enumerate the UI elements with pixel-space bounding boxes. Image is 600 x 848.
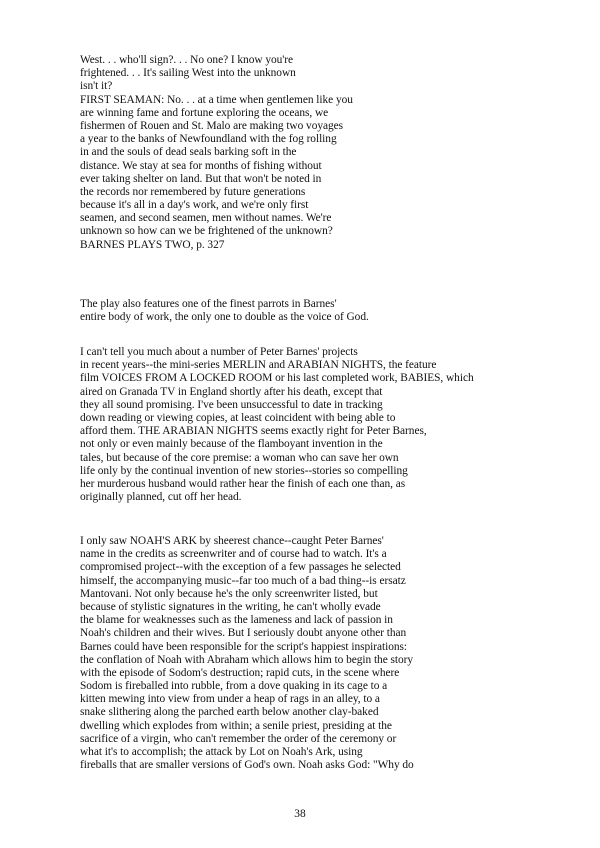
paragraph-recent-projects xyxy=(80,346,580,504)
text-line: with the episode of Sodom's destruction; rapid cuts, in the scene where xyxy=(80,666,400,679)
text-line: tales, but because of the core premise: a woman who can save her own xyxy=(80,451,399,464)
paragraph-noahs-ark xyxy=(80,535,580,772)
text-line: are winning fame and fortune exploring the oceans, we xyxy=(80,106,329,119)
text-line: unknown so how can we be frightened of the unknown? xyxy=(80,225,333,238)
text-line: the blame for weaknesses such as the lameness and lack of passion in xyxy=(80,614,393,627)
text-line: her murderous husband would rather hear the finish of each one than, as xyxy=(80,477,406,490)
text-line: the conflation of Noah with Abraham which allows him to begin the story xyxy=(80,653,414,666)
text-line: because of stylistic signatures in the writing, he can't wholly evade xyxy=(80,600,381,613)
text-line: down reading or viewing copies, at least coincident with being able to xyxy=(80,411,396,424)
text-line: West. . . who'll sign?. . . No one? I know you're xyxy=(80,54,294,66)
text-line: in recent years--the mini-series MERLIN and ARABIAN NIGHTS, the feature xyxy=(80,359,437,372)
text-line: ever taking shelter on land. But that won't be noted in xyxy=(80,172,322,185)
text-line: I can't tell you much about a number of Peter Barnes' projects xyxy=(80,346,358,358)
text-line: not only or even mainly because of the flamboyant invention in the xyxy=(80,438,383,451)
text-line: FIRST SEAMAN: No. . . at a time when gentlemen like you xyxy=(80,93,353,106)
text-line: originally planned, cut off her head. xyxy=(80,491,242,504)
text-line: compromised project--with the exception of a few passages he selected xyxy=(80,561,401,574)
play-excerpt-quote xyxy=(80,54,580,252)
text-line: I only saw NOAH'S ARK by sheerest chance--caught Peter Barnes' xyxy=(80,535,384,547)
text-line: snake slithering along the parched earth below another clay-baked xyxy=(80,706,379,719)
text-line: seamen, and second seamen, men without names. We're xyxy=(80,212,332,225)
text-line: himself, the accompanying music--far too much of a bad thing--is ersatz xyxy=(80,574,406,587)
text-line: kitten mewing into view from under a heap of rags in an alley, to a xyxy=(80,693,380,706)
text-line: aired on Granada TV in England shortly after his death, except that xyxy=(80,385,383,398)
text-line: Mantovani. Not only because he's the only screenwriter listed, but xyxy=(80,587,378,600)
text-line: name in the credits as screenwriter and of course had to watch. It's a xyxy=(80,548,387,561)
text-line: dwelling which explodes from within; a senile priest, presiding at the xyxy=(80,719,392,732)
text-line: a year to the banks of Newfoundland with the fog rolling xyxy=(80,133,337,146)
text-line: The play also features one of the finest parrots in Barnes' xyxy=(80,298,337,310)
text-line: Sodom is fireballed into rubble, from a dove quaking in its cage to a xyxy=(80,680,388,693)
text-line: fishermen of Rouen and St. Malo are making two voyages xyxy=(80,119,344,132)
text-line: the records nor remembered by future generations xyxy=(80,185,306,198)
text-line: fireballs that are smaller versions of God's own. Noah asks God: "Why do xyxy=(80,759,414,772)
text-line: isn't it? xyxy=(80,80,113,93)
text-line: life only by the continual invention of new stories--stories so compelling xyxy=(80,464,408,477)
text-line: in and the souls of dead seals barking soft in the xyxy=(80,146,297,159)
text-line: they all sound promising. I've been unsuccessful to date in tracking xyxy=(80,398,383,411)
text-line: Noah's children and their wives. But I seriously doubt anyone other than xyxy=(80,627,407,640)
paragraph-parrots xyxy=(80,298,580,324)
text-line: BARNES PLAYS TWO, p. 327 xyxy=(80,238,225,251)
text-line: frightened. . . It's sailing West into the unknown xyxy=(80,67,296,80)
text-line: film VOICES FROM A LOCKED ROOM or his last completed work, BABIES, which xyxy=(80,372,474,385)
page-number: 38 xyxy=(294,808,306,820)
text-line: Barnes could have been responsible for the script's happiest inspirations: xyxy=(80,640,408,653)
text-line: what it's to accomplish; the attack by Lot on Noah's Ark, using xyxy=(80,746,363,758)
text-line: distance. We stay at sea for months of fishing without xyxy=(80,159,322,172)
text-line: afford them. THE ARABIAN NIGHTS seems exactly right for Peter Barnes, xyxy=(80,425,427,438)
text-line: entire body of work, the only one to double as the voice of God. xyxy=(80,311,369,324)
text-line: because it's all in a day's work, and we're only first xyxy=(80,199,309,212)
text-line: sacrifice of a virgin, who can't remember the order of the ceremony or xyxy=(80,732,397,745)
